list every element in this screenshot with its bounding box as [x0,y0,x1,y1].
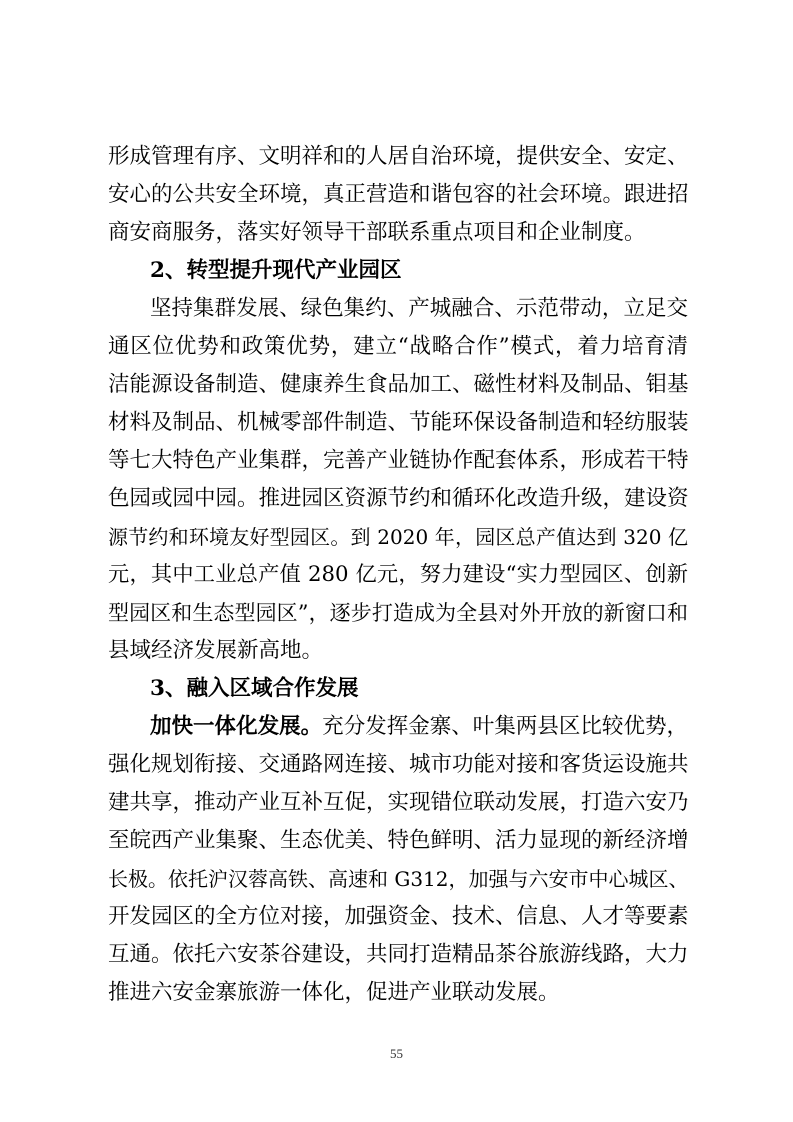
paragraph-line: 色园或园中园。推进园区资源节约和循环化改造升级，建设资 [108,486,689,511]
paragraph-lead-rest: 充分发挥金寨、叶集两县区比较优势， [322,714,688,739]
section-heading: 2、转型提升现代产业园区 [150,258,402,283]
paragraph-line: 元，其中工业总产值 280 亿元，努力建设“实力型园区、创新 [108,562,688,587]
paragraph-line: 商安商服务，落实好领导干部联系重点项目和企业制度。 [108,220,646,245]
paragraph-line: 材料及制品、机械零部件制造、节能环保设备制造和轻纺服装 [108,410,689,435]
paragraph-line: 开发园区的全方位对接，加强资金、技术、信息、人才等要素 [108,904,689,929]
paragraph-line: 洁能源设备制造、健康养生食品加工、磁性材料及制品、钼基 [108,372,689,397]
paragraph-line: 形成管理有序、文明祥和的人居自治环境，提供安全、安定、 [108,144,689,169]
paragraph-line: 强化规划衔接、交通路网连接、城市功能对接和客货运设施共 [108,752,689,777]
paragraph-line: 坚持集群发展、绿色集约、产城融合、示范带动，立足交 [150,296,688,321]
paragraph-line: 建共享，推动产业互补互促，实现错位联动发展，打造六安乃 [108,790,689,815]
paragraph-line: 型园区和生态型园区”，逐步打造成为全县对外开放的新窗口和 [108,601,688,625]
paragraph-line: 等七大特色产业集群，完善产业链协作配套体系，形成若干特 [108,448,689,473]
paragraph-line: 源节约和环境友好型园区。到 2020 年，园区总产值达到 320 亿 [108,525,688,549]
paragraph-lead: 加快一体化发展。 [150,714,323,739]
paragraph-line: 至皖西产业集聚、生态优美、特色鲜明、活力显现的新经济增 [108,828,689,853]
paragraph-line: 互通。依托六安茶谷建设，共同打造精品茶谷旅游线路，大力 [108,942,689,967]
page-number: 55 [390,1046,403,1061]
paragraph-line: 推进六安金寨旅游一体化，促进产业联动发展。 [108,980,560,1005]
paragraph-line: 安心的公共安全环境，真正营造和谐包容的社会环境。跟进招 [108,182,689,207]
paragraph-line: 县域经济发展新高地。 [108,638,324,663]
paragraph-line: 通区位优势和政策优势，建立“战略合作”模式，着力培育清 [108,334,688,359]
section-heading: 3、融入区域合作发展 [150,676,359,701]
paragraph-line: 长极。依托沪汉蓉高铁、高速和 G312，加强与六安市中心城区、 [108,867,689,891]
paragraph-first-line [150,714,688,740]
